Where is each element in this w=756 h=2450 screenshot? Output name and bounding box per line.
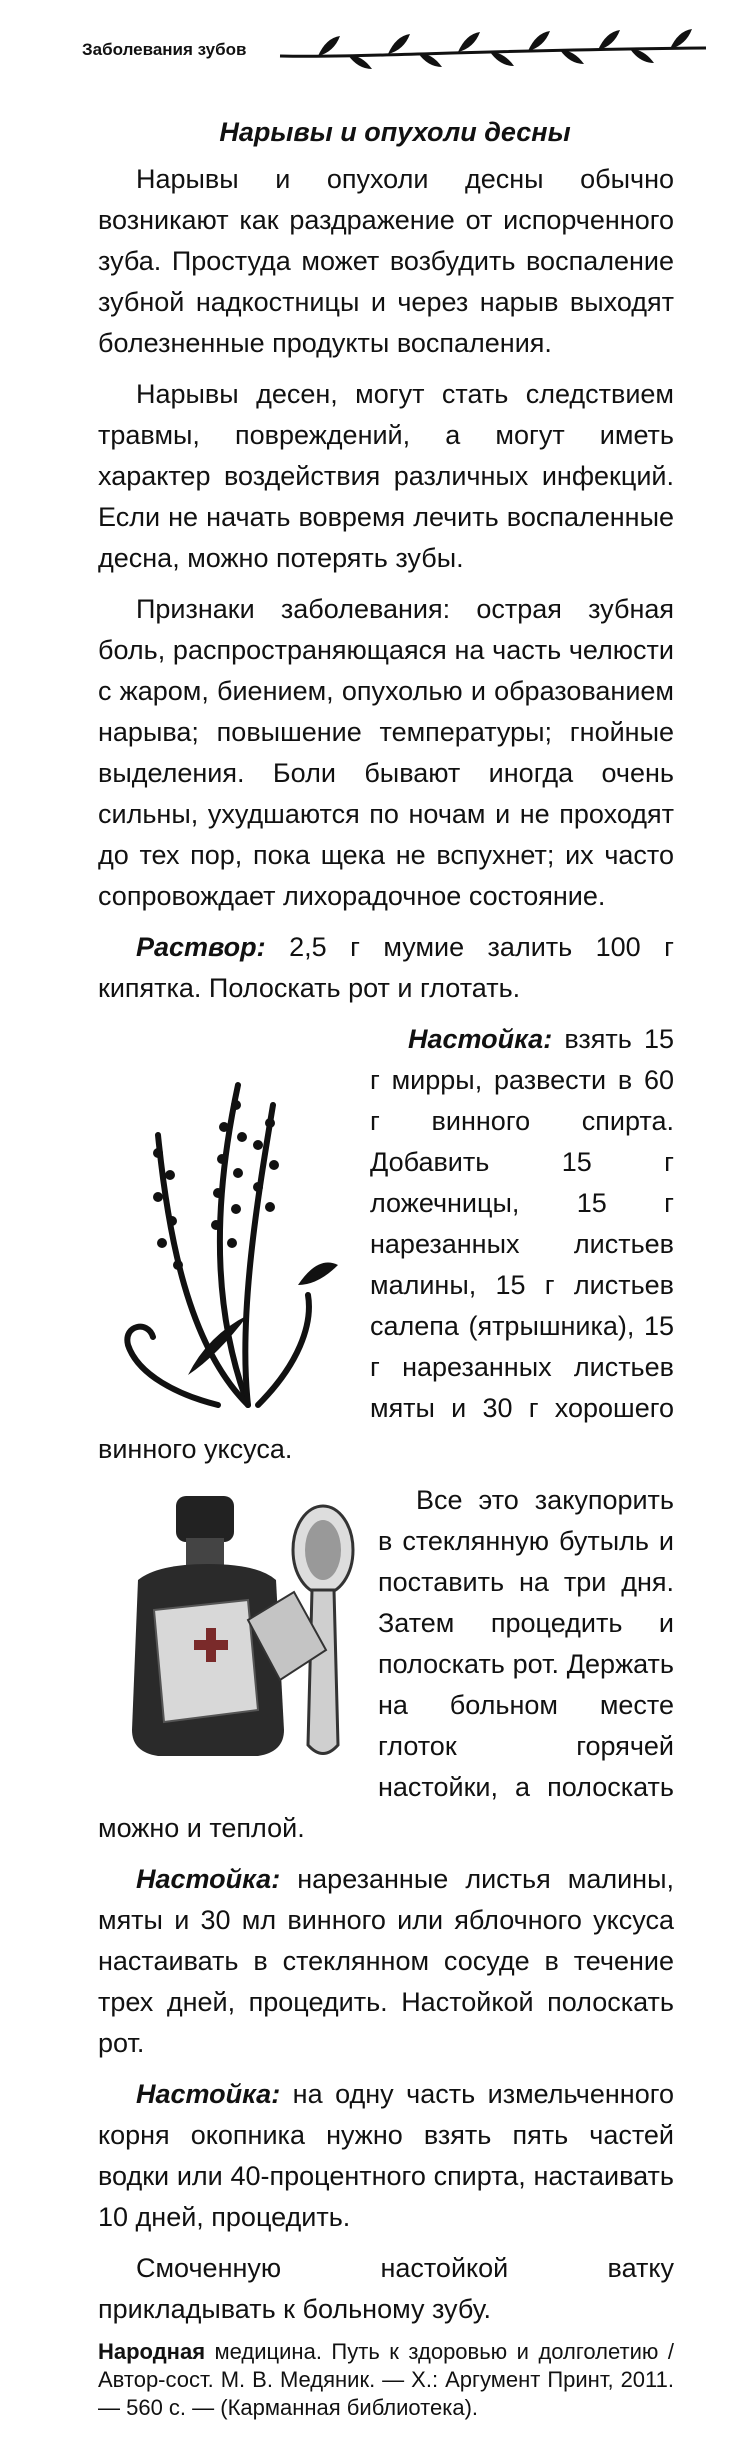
recipe-text: на одну часть измельченного корня окопника нужно взять пять частей водки или 40-процентного спирта, настаивать 10 дней, процедить. bbox=[98, 2079, 674, 2232]
paragraph-3: Признаки заболевания: острая зубная боль, распространяющаяся на часть челюсти с жаром, биением, опухолью и образованием нарыва; повышение температуры; гнойные выделения. Боли бывают иногда очень сильны, ухудшаются по ночам и не проходят до тех пор, пока щека не вспухнет; их часто сопровождает лихорадочное состояние. bbox=[98, 594, 674, 911]
paragraph-1: Нарывы и опухоли десны обычно возникают как раздражение от испорченного зуба. Простуда может возбудить воспаление зубной надкостницы и через нарыв выходят болезненные продукты воспаления. bbox=[98, 164, 674, 358]
recipe-tincture-3 bbox=[98, 2074, 674, 2238]
recipe-solution bbox=[98, 927, 674, 1009]
article-title: Нарывы и опухоли десны bbox=[219, 117, 571, 147]
bibliographic-reference bbox=[98, 2338, 674, 2422]
paragraph-2: Нарывы десен, могут стать следствием травмы, повреждений, а могут иметь характер воздействия различных инфекций. Если не начать вовремя лечить воспаленные десна, можно потерять зубы. bbox=[98, 379, 674, 573]
recipe-text: нарезанные листья малины, мяты и 30 мл винного или яблочного уксуса настаивать в стеклянном сосуде в течение трех дней, процедить. Настойкой полоскать рот. bbox=[98, 1864, 674, 2058]
article bbox=[98, 112, 674, 2340]
reference-bold: Народная bbox=[98, 2339, 206, 2364]
paragraph-last: Смоченную настойкой ватку прикладывать к больному зубу. bbox=[98, 2253, 674, 2324]
recipe-label: Раствор: bbox=[136, 932, 266, 962]
header-title: Заболевания зубов bbox=[82, 40, 247, 59]
recipe-tincture-2 bbox=[98, 1859, 674, 2064]
recipe-label: Настойка: bbox=[136, 1864, 281, 1894]
running-header bbox=[82, 22, 692, 82]
recipe-text: 2,5 г мумие залить 100 г кипятка. Полоскать рот и глотать. bbox=[98, 932, 674, 1003]
recipe-label: Настойка: bbox=[136, 2079, 281, 2109]
vine-ornament bbox=[278, 28, 708, 80]
bottle-and-spoon-illustration bbox=[98, 1490, 368, 1770]
reference-text: медицина. Путь к здоровью и долголетию / Автор-сост. М. В. Медяник. — Х.: Аргумент Принт, 2011. — 560 с. — (Карманная библиотека). bbox=[98, 2339, 674, 2420]
recipe-label: Настойка: bbox=[408, 1024, 553, 1054]
recipe-tincture-1-continuation: Все это закупорить в стеклянную бутыль и поставить на три дня. Затем процедить и полоскать рот. Держать на больном месте глоток горячей настойки, а полоскать можно и теплой. bbox=[98, 1485, 674, 1843]
fern-illustration bbox=[98, 1075, 370, 1415]
recipe-text: взять 15 г мирры, развести в 60 г винного спирта. Добавить 15 г ложечницы, 15 г нарезанных листьев малины, 15 г листьев салепа (ятрышника), 15 г нарезанных листьев мяты и 30 г хорошего винного уксуса. bbox=[98, 1024, 674, 1464]
